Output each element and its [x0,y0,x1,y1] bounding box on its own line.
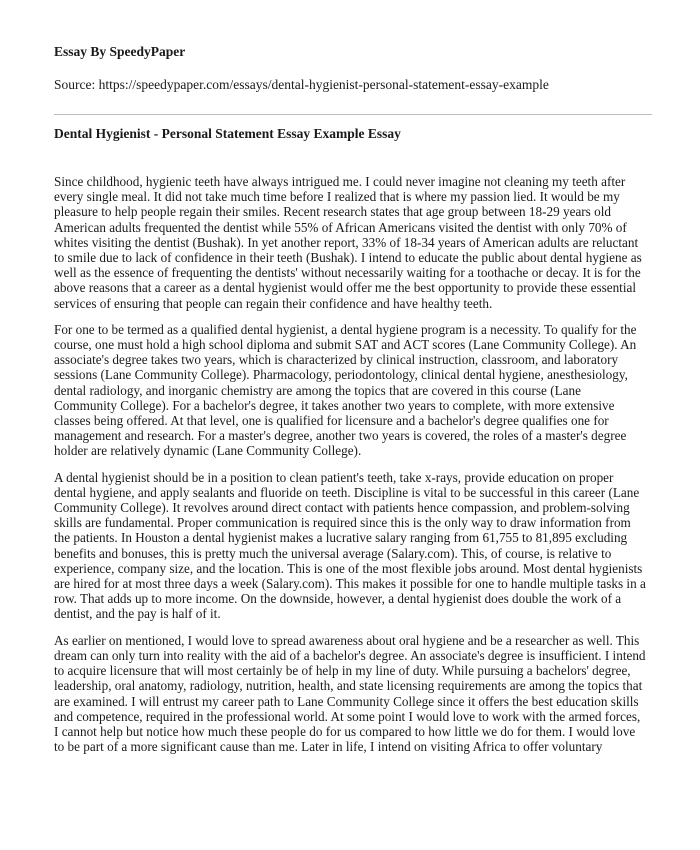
essay-paragraph: A dental hygienist should be in a position to clean patient's teeth, take x-rays, provide education on proper dental hygiene, and apply sealants and fluoride on teeth. Discipline is vital to be successful in this career (Lane Community College). It revolves around direct contact with patients hence compassion, and problem-solving skills are fundamental. Proper communication is required since this is the only way to draw information from the patients. In Houston a dental hygienist makes a lucrative salary ranging from 61,755 to 81,895 excluding benefits and bonuses, this is pretty much the universal average (Salary.com). This, of course, is relative to experience, company size, and the location. This is one of the most flexible jobs around. Most dental hygienists are hired for at most three days a week (Salary.com). This makes it possible for one to handle multiple tasks in a row. That adds up to more income. On the downside, however, a dental hygienist does double the work of a dentist, and the pay is half of it. [54,469,646,622]
essay-paragraph: Since childhood, hygienic teeth have always intrigued me. I could never imagine not cleaning my teeth after every single meal. It did not take much time before I realized that is where my passion lied. It would be my pleasure to help people regain their smiles. Recent research states that age group between 18-29 years old American adults frequented the dentist while 55% of African Americans visited the dentist with only 70% of whites visiting the dentist (Bushak). In yet another report, 33% of 18-34 years of American adults are reluctant to smile due to lack of confidence in their teeth (Bushak). I intend to educate the public about dental hygiene as well as the essence of frequenting the dentists' without necessarily waiting for a toothache or decay. It is for the above reasons that a career as a dental hygienist would offer me the best opportunity to provide these essential services of ensuring that people can regain their confidence and have healthy teeth. [54,174,642,311]
header-divider [54,114,652,115]
document-header-title: Essay By SpeedyPaper [54,44,186,59]
essay-paragraph: As earlier on mentioned, I would love to spread awareness about oral hygiene and be a researcher as well. This dream can only turn into reality with the aid of a bachelor's degree. An associate's degree is insufficient. I intend to acquire licensure that will most certainly be of help in my line of duty. While pursuing a bachelors' degree, leadership, oral anatomy, radiology, nutrition, health, and state licensing requirements are among the topics that are examined. I will entrust my career path to Lane Community College since it offers the best education skills and competence, required in the professional world. At some point I would love to work with the armed forces, I cannot help but notice how much these people do for us compared to how little we do for them. I would love to be part of a more significant cause than me. Later in life, I intend on visiting Africa to offer voluntary [54,632,646,755]
essay-body [54,174,646,754]
essay-paragraph: For one to be termed as a qualified dental hygienist, a dental hygiene program is a necessity. To qualify for the course, one must hold a high school diploma and submit SAT and ACT scores (Lane Community College). An associate's degree takes two years, which is characterized by clinical instruction, classroom, and laboratory sessions (Lane Community College). Pharmacology, periodontology, clinical dental hygiene, anesthesiology, dental radiology, and inorganic chemistry are among the topics that are covered in this course (Lane Community College). For a bachelor's degree, it takes another two years to complete, with more extensive classes being offered. At that level, one is qualified for licensure and a bachelor's degree qualifies one for management and research. For a master's degree, another two years is covered, the roles of a master's degree holder are relatively dynamic (Lane Community College). [54,321,637,459]
source-link[interactable]: Source: https://speedypaper.com/essays/dental-hygienist-personal-statement-essay-example [54,77,549,92]
essay-title: Dental Hygienist - Personal Statement Essay Example Essay [54,126,401,141]
